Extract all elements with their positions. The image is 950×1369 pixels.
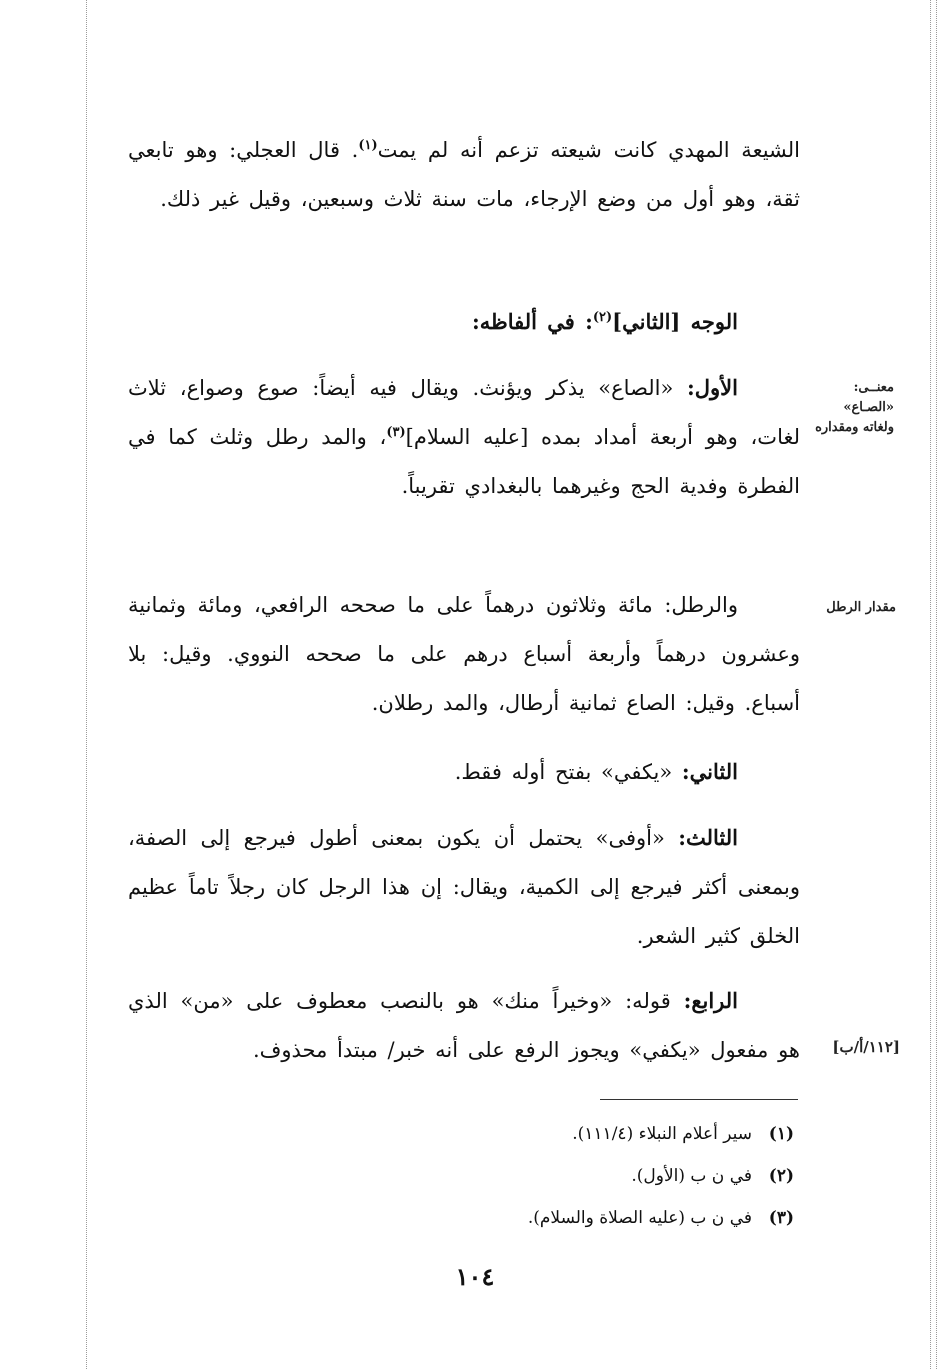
- paragraph-fourth: [128, 976, 800, 1075]
- footnote-ref-2[interactable]: (٢): [592, 310, 613, 325]
- section-heading-text: الوجه [الثاني]: [612, 309, 738, 334]
- footnote-separator: [600, 1099, 798, 1100]
- footnote-3-number: (٣): [768, 1208, 794, 1228]
- section-heading-rest: : في ألفاظه:: [471, 309, 593, 334]
- folio-marker: [١١٢/أ/ب]: [832, 1038, 900, 1056]
- paragraph-first-lead: الأول:: [687, 375, 738, 400]
- paragraph-third: [128, 813, 800, 961]
- footnote-3-text: في ن ب (عليه الصلاة والسلام).: [527, 1208, 752, 1228]
- paragraph-1: [128, 126, 800, 224]
- footnote-1: [174, 1113, 794, 1155]
- footnote-2-number: (٢): [768, 1166, 794, 1186]
- margin-note-ratl: مقدار الرطل: [826, 600, 896, 615]
- footnotes: [174, 1113, 794, 1239]
- footnote-1-number: (١): [768, 1124, 794, 1144]
- paragraph-first-text: «الصاع» يذكر ويؤنث. ويقال فيه أيضاً: صوع وصواع، ثلاث لغات، وهو أربعة أمداد بمده [عليه السلام]: [128, 376, 800, 449]
- paragraph-fourth-text: قوله: «وخيراً منك» هو بالنصب معطوف على «من» الذي هو مفعول «يكفي» ويجوز الرفع على أنه خبر/ مبتدأ محذوف.: [128, 989, 800, 1062]
- footnote-3: [174, 1197, 794, 1239]
- paragraph-second-text: «يكفي» بفتح أوله فقط.: [454, 760, 682, 784]
- scan-edge-right: [930, 0, 931, 1369]
- paragraph-ratl: [128, 581, 800, 728]
- footnote-2: [174, 1155, 794, 1197]
- paragraph-third-text: «أوفى» يحتمل أن يكون بمعنى أطول فيرجع إلى الصفة، وبمعنى أكثر فيرجع إلى الكمية، ويقال: إن هذا الرجل كان رجلاً تاماً عظيم الخلق كثير الشعر.: [128, 826, 800, 948]
- paragraph-second: [128, 747, 800, 797]
- scan-edge-right-2: [936, 0, 937, 1369]
- footnote-1-text: سير أعلام النبلاء (١١١/٤).: [572, 1124, 752, 1144]
- paragraph-first: [128, 363, 800, 511]
- scan-edge-left: [86, 0, 87, 1369]
- paragraph-second-lead: الثاني:: [681, 759, 738, 784]
- paragraph-first-rest: ، والمد رطل وثلث كما في الفطرة وفدية الحج وغيرهما بالبغدادي تقريباً.: [128, 425, 800, 498]
- paragraph-1-text: الشيعة المهدي كانت شيعته تزعم أنه لم يمت: [377, 138, 801, 162]
- margin-note-saa: معنــى: «الصـاع» ولغاته ومقداره: [815, 380, 894, 435]
- paragraph-third-lead: الثالث:: [678, 825, 738, 850]
- footnote-2-text: في ن ب (الأول).: [631, 1166, 752, 1186]
- paragraph-ratl-text: والرطل: مائة وثلاثون درهماً على ما صححه الرافعي، ومائة وثمانية وعشرون درهماً وأربعة أسباع درهم على ما صححه النووي. وقيل: بلا أسباع. وقيل: الصاع ثمانية أرطال، والمد رطلان.: [128, 593, 800, 715]
- paragraph-1-rest: . قال العجلي: وهو تابعي ثقة، وهو أول من وضع الإرجاء، مات سنة ثلاث وسبعين، وقيل غير ذلك.: [128, 138, 800, 211]
- page-number: ١٠٤: [455, 1262, 495, 1291]
- section-heading: [128, 297, 800, 347]
- footnote-ref-1[interactable]: (١): [358, 138, 378, 153]
- paragraph-fourth-lead: الرابع:: [683, 988, 738, 1013]
- footnote-ref-3[interactable]: (٣): [386, 425, 406, 440]
